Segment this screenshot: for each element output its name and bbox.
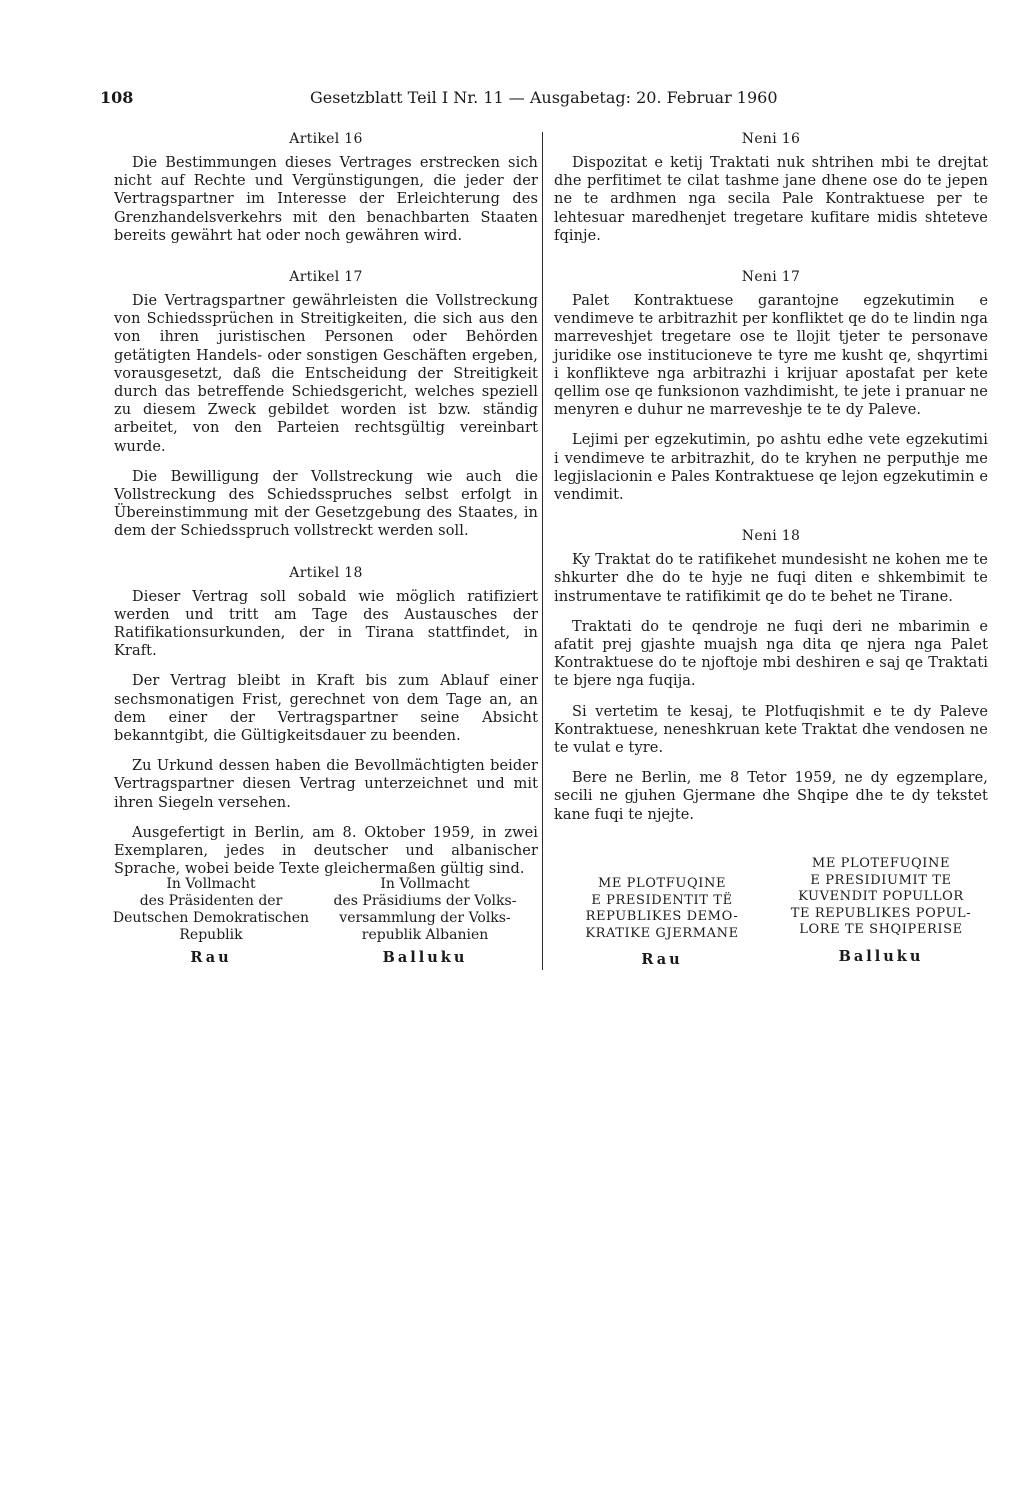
neni-18-paragraph: Ky Traktat do te ratifikehet mundesisht ne kohen me te shkurter dhe do te hyje ne fuqi diten e shkembimit te instrumentave te ratifikimit qe do te behet ne Tirane. [554, 552, 988, 605]
neni-18-paragraph: Traktati do te qendroje ne fuqi deri ne mbarimin e afatit prej gjashte muajsh nga dita qe njera nga Palet Kontraktuese do te njoftoje mbi deshiren e saj qe Traktati te bjere nga fuqija. [554, 618, 988, 690]
signatory-name: Rau [190, 949, 232, 966]
execution-clause: Ausgefertigt in Berlin, am 8. Oktober 1959, in zwei Exemplaren, jedes in deutscher und albanischer Sprache, wobei beide Texte gleichermaßen gültig sind. [114, 824, 538, 878]
signature-line: In Vollmacht [380, 876, 470, 892]
neni-17-paragraph: Lejimi per egzekutimin, po ashtu edhe vete egzekutimi i vendimeve te arbitrazhit, do te kryhen ne perputhje me legjislacionin e Pales Kontraktuese qe lejon egzekutimin e vendimit. [554, 432, 988, 504]
signature-line: ME PLOTFUQINE [597, 876, 727, 891]
signature-line: LORE TE SHQIPERISE [799, 922, 963, 938]
article-16-heading: Artikel 16 [289, 131, 363, 147]
signature-line: KRATIKE GJERMANE [585, 925, 739, 941]
signatory-name: Balluku [382, 949, 468, 966]
signature-line: des Präsidiums der Volks- [333, 893, 517, 909]
article-18-heading: Artikel 18 [289, 564, 363, 581]
signature-line: In Vollmacht [166, 876, 256, 892]
page-header [100, 88, 800, 110]
article-17-paragraph: Die Bewilligung der Vollstreckung wie auch die Vollstreckung des Schiedsspruches selbst erfolgt in Übereinstimmung mit der Gesetzgebung des Staates, in dem der Schiedsspruch vollstreckt werden soll. [114, 468, 538, 540]
signature-line: REPUBLIKES DEMO- [585, 909, 739, 925]
neni-16-heading: Neni 16 [741, 131, 801, 147]
neni-17-heading: Neni 17 [741, 269, 801, 286]
signatory-name: Balluku [838, 947, 924, 965]
german-column [114, 128, 538, 879]
signature-gdr-albanian [556, 876, 768, 968]
article-18-paragraph: Der Vertrag bleibt in Kraft bis zum Ablauf einer sechsmonatigen Frist, gerechnet von dem Tage an, an dem einer der Vertragspartner seine Absicht bekanntgibt, die Gültigkeitsdauer zu beenden. [114, 673, 538, 745]
signature-line: TE REPUBLIKES POPUL- [790, 905, 972, 921]
signature-albania-albanian [770, 856, 992, 965]
article-18-paragraph: Zu Urkund dessen haben die Bevollmächtigten beider Vertragspartner diesen Vertrag unterzeichnet und mit ihren Siegeln versehen. [114, 758, 538, 811]
signature-line: des Präsidenten der [139, 893, 283, 909]
signature-line: republik Albanien [361, 927, 489, 943]
signatory-name: Rau [641, 951, 683, 969]
neni-17-paragraph: Palet Kontraktuese garantojne egzekutimin e vendimeve te arbitrazhit per konfliktet qe do te lindin nga marreveshjet tregetare ose te llojit tjeter te personave juridike ose institucioneve te tyre me kusht qe, shqyrtimi i konflikteve nga arbitrazhi i krijuar apostafat per kete qellim ose qe funksionon vazhdimisht, te jete i pranuar ne menyren e duhur ne marreveshje te te dy Paleve. [554, 293, 988, 419]
article-17-paragraph: Die Vertragspartner gewährleisten die Vollstreckung von Schiedssprüchen in Streitigkeiten, die sich aus den von ihren juristischen Personen oder Behörden getätigten Handels- oder sonstigen Geschäften ergeben, vorausgesetzt, daß die Entscheidung der Streitigkeit durch das betreffende Schiedsgericht, welches speziell zu diesem Zweck gebildet worden ist bzw. ständig arbeitet, von den Parteien rechtsgültig vereinbart wurde. [114, 293, 538, 455]
signature-line: E PRESIDIUMIT TE [810, 872, 952, 888]
execution-clause-albanian: Bere ne Berlin, me 8 Tetor 1959, ne dy egzemplare, secili ne gjuhen Gjermane dhe Shqipe dhe te dy tekstet kane fuqi te njejte. [554, 770, 988, 823]
neni-18-paragraph: Si vertetim te kesaj, te Plotfuqishmit e te dy Paleve Kontraktuese, neneshkruan kete Traktat dhe vendosen ne te vulat e tyre. [554, 703, 988, 757]
article-16-paragraph: Die Bestimmungen dieses Vertrages erstrecken sich nicht auf Rechte und Vergünstigungen, die jeder der Vertragspartner im Interesse der Erleichterung des Grenzhandelsverkehrs mit den benachbarten Staaten bereits gewährt hat oder noch gewähren wird. [114, 155, 538, 244]
neni-16-paragraph: Dispozitat e ketij Traktati nuk shtrihen mbi te drejtat dhe perfitimet te cilat tashme jane dhene ose do te jepen ne te ardhmen nga secila Pale Kontraktuese per te lehtesuar maredhenjet tregetare kufitare midis shteteve fqinje. [554, 155, 988, 244]
page-number: 108 [100, 88, 134, 107]
signature-line: versammlung der Volks- [339, 910, 511, 926]
signature-line: E PRESIDENTIT TË [591, 892, 733, 908]
albanian-column [554, 128, 988, 824]
signature-line: ME PLOTEFUQINE [811, 856, 951, 871]
signature-line: Deutschen Demokratischen [112, 910, 310, 926]
article-17-heading: Artikel 17 [289, 269, 363, 286]
running-title: Gesetzblatt Teil I Nr. 11 — Ausgabetag: 20. Februar 1960 [310, 88, 778, 107]
article-18-paragraph: Dieser Vertrag soll sobald wie möglich ratifiziert werden und tritt am Tage des Austausches der Ratifikationsurkunden, der in Tirana stattfindet, in Kraft. [114, 588, 538, 660]
signature-gdr [108, 876, 314, 966]
signature-albania [318, 876, 532, 966]
neni-18-heading: Neni 18 [741, 528, 801, 545]
column-divider [542, 132, 543, 970]
signature-line: Republik [179, 927, 243, 943]
signature-line: KUVENDIT POPULLOR [798, 889, 964, 905]
